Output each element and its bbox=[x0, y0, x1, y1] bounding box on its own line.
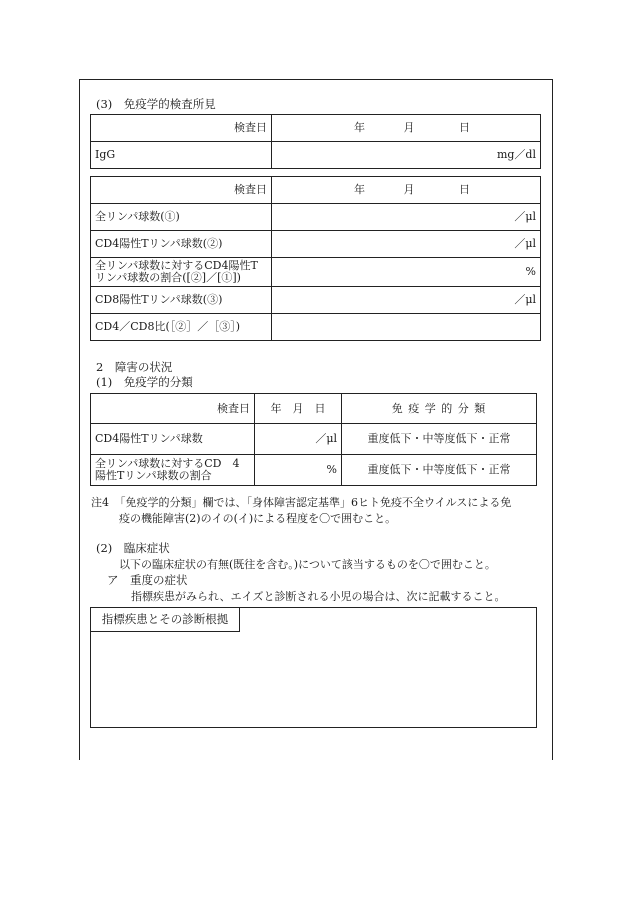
value-cell[interactable] bbox=[272, 231, 541, 258]
value-cell[interactable] bbox=[272, 287, 541, 314]
note-line-1: 注4 「免疫学的分類」欄では、「身体障害認定基準」6ヒト免疫不全ウイルスによる免 bbox=[91, 496, 512, 509]
row-label-line1: 全リンパ球数に対するCD 4 bbox=[95, 457, 240, 470]
year-label: 年 bbox=[354, 183, 365, 196]
date-cell[interactable] bbox=[272, 177, 541, 204]
unit-label: % bbox=[326, 463, 337, 476]
igg-value-cell[interactable] bbox=[272, 142, 541, 169]
unit-label: ／μl bbox=[315, 432, 337, 445]
date-header: 年 月 日 bbox=[255, 394, 342, 424]
diagnosis-box-label: 指標疾患とその診断根拠 bbox=[90, 607, 240, 632]
unit-label: ／μl bbox=[514, 293, 536, 306]
igg-unit: mg／dl bbox=[496, 148, 536, 161]
test-date-label: 検査日 bbox=[91, 394, 255, 424]
unit-label: ／μl bbox=[514, 210, 536, 223]
value-cell[interactable] bbox=[255, 424, 342, 455]
section-heading: (3) 免疫学的検査所見 bbox=[96, 97, 216, 111]
year-label: 年 bbox=[354, 121, 365, 134]
row-label: CD4／CD8比(［②］／［③］) bbox=[91, 314, 272, 341]
value-cell[interactable] bbox=[272, 314, 541, 341]
row-label: CD4陽性Tリンパ球数 bbox=[91, 424, 255, 455]
lymphocyte-table bbox=[90, 176, 541, 341]
section-2-heading: 2 障害の状況 bbox=[96, 360, 173, 374]
igg-label: IgG bbox=[91, 142, 272, 169]
date-cell[interactable] bbox=[272, 115, 541, 142]
igg-table bbox=[90, 114, 541, 169]
row-label-line2: リンパ球数の割合([②]／[①]) bbox=[95, 271, 241, 284]
severe-symptoms-heading: ア 重度の症状 bbox=[107, 573, 188, 587]
row-label-line2: 陽性Tリンパ球数の割合 bbox=[95, 469, 212, 482]
row-label: CD8陽性Tリンパ球数(③) bbox=[91, 287, 272, 314]
clinical-heading: (2) 臨床症状 bbox=[96, 541, 170, 555]
row-label: 全リンパ球数(①) bbox=[91, 204, 272, 231]
day-label: 日 bbox=[459, 183, 470, 196]
row-label: CD4陽性Tリンパ球数(②) bbox=[91, 231, 272, 258]
severe-symptoms-instruction: 指標疾患がみられ、エイズと診断される小児の場合は、次に記載すること。 bbox=[131, 590, 506, 603]
unit-label: ／μl bbox=[514, 237, 536, 250]
classification-table bbox=[90, 393, 537, 486]
value-cell[interactable] bbox=[272, 204, 541, 231]
note-line-2: 疫の機能障害(2)のイの(イ)による程度を〇で囲むこと。 bbox=[119, 512, 397, 525]
classification-options[interactable]: 重度低下・中等度低下・正常 bbox=[342, 424, 537, 455]
test-date-label: 検査日 bbox=[91, 177, 272, 204]
test-date-label: 検査日 bbox=[91, 115, 272, 142]
month-label: 月 bbox=[403, 121, 415, 134]
month-label: 月 bbox=[403, 183, 415, 196]
classification-header: 免 疫 学 的 分 類 bbox=[342, 394, 537, 424]
subsection-heading: (1) 免疫学的分類 bbox=[96, 375, 193, 389]
unit-label: % bbox=[525, 265, 536, 278]
value-cell[interactable] bbox=[255, 455, 342, 486]
day-label: 日 bbox=[459, 121, 470, 134]
value-cell[interactable] bbox=[272, 258, 541, 287]
clinical-instruction: 以下の臨床症状の有無(既往を含む。)について該当するものを〇で囲むこと。 bbox=[119, 558, 496, 571]
row-label-line1: 全リンパ球数に対するCD4陽性T bbox=[95, 259, 258, 272]
classification-options[interactable]: 重度低下・中等度低下・正常 bbox=[342, 455, 537, 486]
